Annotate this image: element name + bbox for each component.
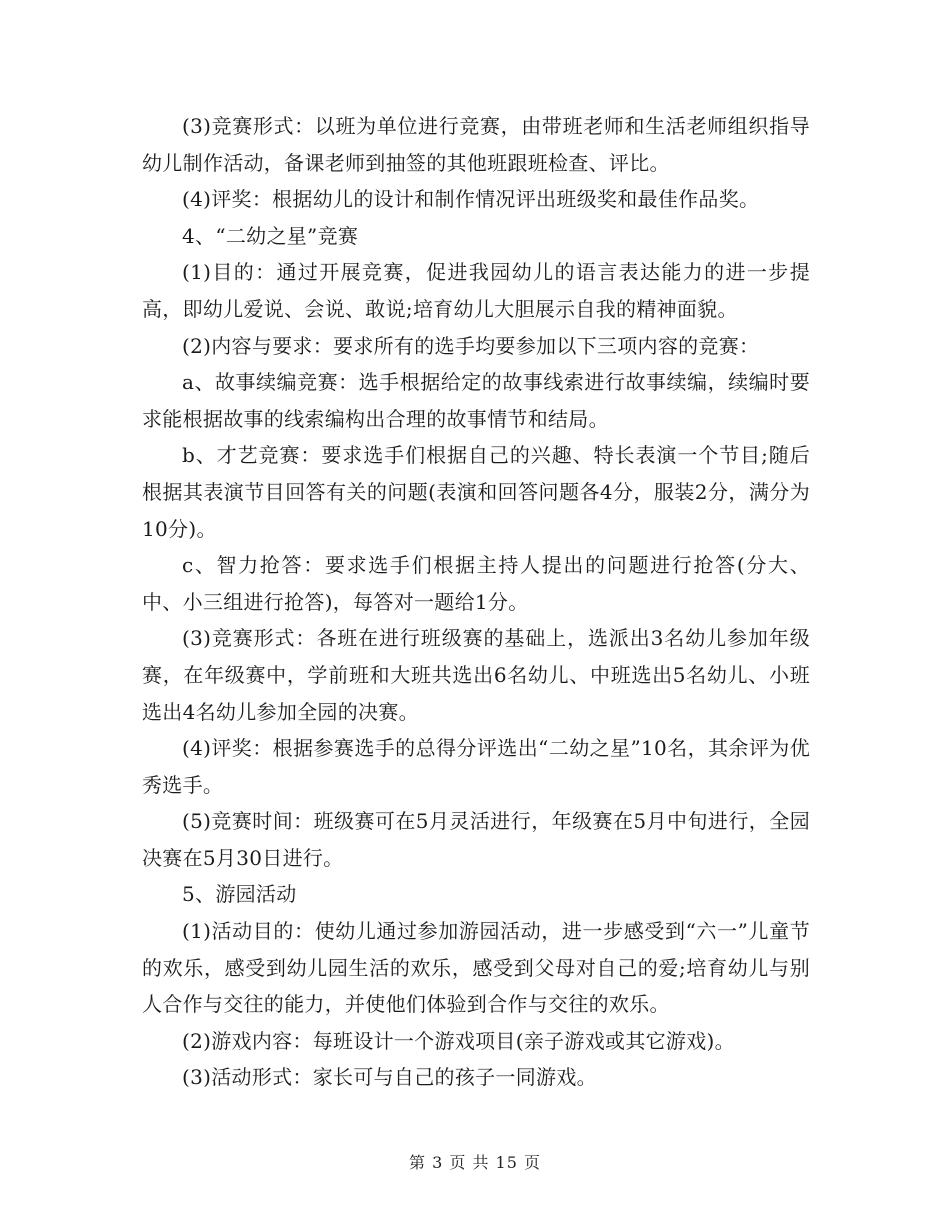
paragraph: (1)活动目的：使幼儿通过参加游园活动，进一步感受到“六一”儿童节的欢乐，感受到幼儿园生活的欢乐，感受到父母对自己的爱;培育幼儿与别人合作与交往的能力，并使他们体验到合作与交往的欢乐。: [142, 919, 810, 1017]
paragraph: (5)竞赛时间：班级赛可在5月灵活进行，年级赛在5月中旬进行，全园决赛在5月30日进行。: [142, 809, 810, 870]
paragraph: (3)活动形式：家长可与自己的孩子一同游戏。: [182, 1065, 597, 1090]
section-heading: 5、游园活动: [182, 882, 297, 907]
paragraph: (2)内容与要求：要求所有的选手均要参加以下三项内容的竞赛：: [182, 333, 760, 358]
page-footer: 第 3 页 共 15 页: [409, 1153, 541, 1172]
paragraph: a、故事续编竞赛：选手根据给定的故事线索进行故事续编，续编时要求能根据故事的线索编构出合理的故事情节和结局。: [142, 370, 810, 431]
section-heading: 4、“二幼之星”竞赛: [182, 223, 359, 248]
paragraph: (2)游戏内容：每班设计一个游戏项目(亲子游戏或其它游戏)。: [182, 1028, 735, 1053]
paragraph: (3)竞赛形式：以班为单位进行竞赛，由带班老师和生活老师组织指导幼儿制作活动，备课老师到抽签的其他班跟班检查、评比。: [142, 114, 810, 175]
paragraph: (1)目的：通过开展竞赛，促进我园幼儿的语言表达能力的进一步提高，即幼儿爱说、会说、敢说;培育幼儿大胆展示自我的精神面貌。: [142, 260, 810, 321]
paragraph: c、智力抢答：要求选手们根据主持人提出的问题进行抢答(分大、中、小三组进行抢答)，每答对一题给1分。: [142, 553, 810, 614]
paragraph: (4)评奖：根据参赛选手的总得分评选出“二幼之星”10名，其余评为优秀选手。: [142, 736, 810, 797]
paragraph: (3)竞赛形式：各班在进行班级赛的基础上，选派出3名幼儿参加年级赛，在年级赛中，学前班和大班共选出6名幼儿、中班选出5名幼儿、小班选出4名幼儿参加全园的决赛。: [142, 626, 810, 724]
paragraph: (4)评奖：根据幼儿的设计和制作情况评出班级奖和最佳作品奖。: [182, 187, 760, 212]
document-body: [142, 108, 810, 1096]
paragraph: b、才艺竞赛：要求选手们根据自己的兴趣、特长表演一个节目;随后根据其表演节目回答有关的问题(表演和回答问题各4分，服装2分，满分为10分)。: [142, 443, 810, 541]
